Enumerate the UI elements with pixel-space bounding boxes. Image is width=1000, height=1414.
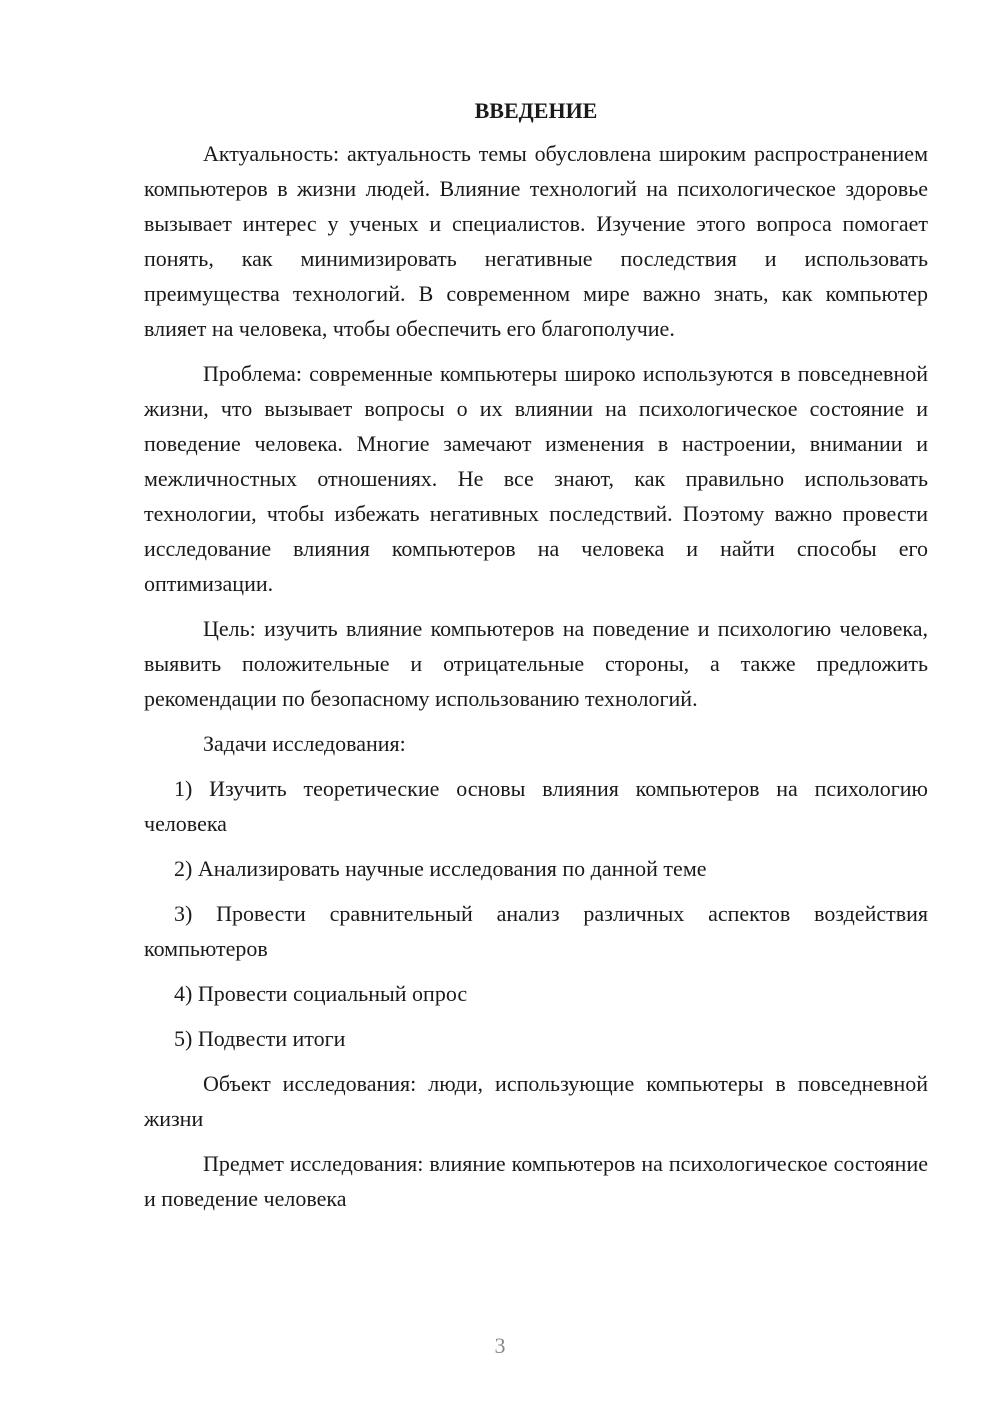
task-item-3: 3) Провести сравнительный анализ различных аспектов воздействия компьютеров [144,901,928,961]
page-title: ВВЕДЕНИЕ [474,98,598,123]
page-number: 3 [494,1333,506,1358]
paragraph-tasks-heading: Задачи исследования: [203,731,406,756]
paragraph-relevance: Актуальность: актуальность темы обусловлена широким распространением компьютеров в жизни людей. Влияние технологий на психологическое здоровье вызывает интерес у ученых и специалистов. Изучение этого вопроса помогает понять, как минимизировать негативные последствия и использовать преимущества технологий. В современном мире важно знать, как компьютер влияет на человека, чтобы обеспечить его благополучие. [144,141,928,341]
paragraph-object: Объект исследования: люди, использующие компьютеры в повседневной жизни [144,1071,928,1131]
paragraph-subject: Предмет исследования: влияние компьютеров на психологическое состояние и поведение человека [144,1151,928,1211]
paragraph-goal: Цель: изучить влияние компьютеров на поведение и психологию человека, выявить положительные и отрицательные стороны, а также предложить рекомендации по безопасному использованию технологий. [144,616,928,711]
paragraph-problem: Проблема: современные компьютеры широко используются в повседневной жизни, что вызывает вопросы о их влиянии на психологическое состояние и поведение человека. Многие замечают изменения в настроении, внимании и межличностных отношениях. Не все знают, как правильно использовать технологии, чтобы избежать негативных последствий. Поэтому важно провести исследование влияния компьютеров на человека и найти способы его оптимизации. [144,361,928,596]
task-item-1: 1) Изучить теоретические основы влияния компьютеров на психологию человека [144,776,928,836]
page-content [144,96,928,1216]
task-item-2: 2) Анализировать научные исследования по данной теме [174,856,707,881]
task-item-4: 4) Провести социальный опрос [174,981,468,1006]
task-item-5: 5) Подвести итоги [174,1026,346,1051]
